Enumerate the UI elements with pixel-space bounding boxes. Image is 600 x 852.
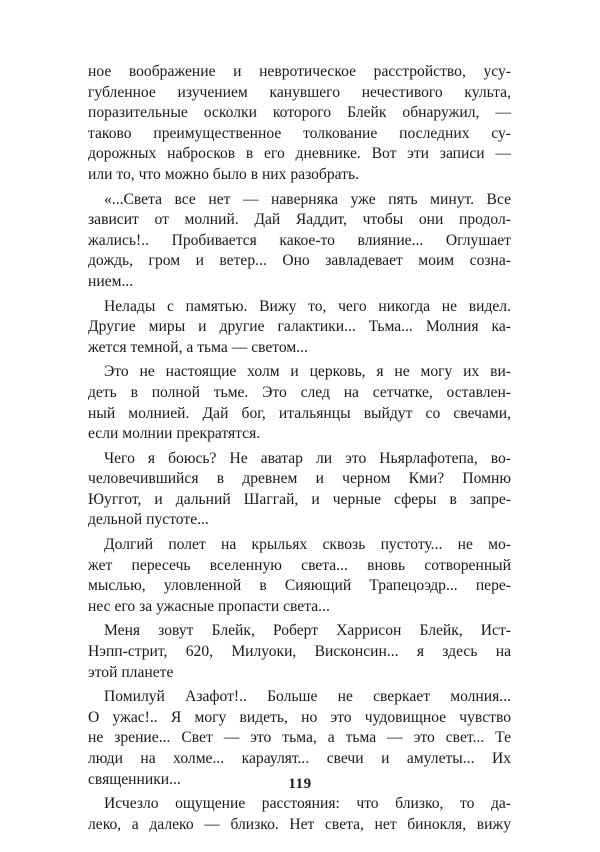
text-line: Юуггот, и дальний Шаггай, и черные сферы в запре- [88,490,511,508]
text-line: этой планете [88,663,174,681]
text-line: ное воображение и невротическое расстройство, усу- [88,63,511,80]
text-line: деть в полной тьме. Это след на сетчатке, оставлен- [88,383,511,401]
text-line: Помилуй Азафот!.. Больше не сверкает молния... [104,688,511,706]
paragraph [88,621,511,683]
text-line: поразительные осколки которого Блейк обнаружил, — [88,104,511,122]
text-line: ный молнией. Дай бог, итальянцы выйдут со свечами, [88,404,511,422]
text-line: Это не настоящие холм и церковь, я не могу их ви- [104,363,511,381]
page-number: 119 [288,776,312,792]
text-line: жет пересечь вселенную света... вновь сотворенный [88,556,511,574]
text-line: зависит от молний. Дай Яаддит, чтобы они продол- [88,211,511,229]
text-line: Чего я боюсь? Не аватар ли это Ньярлафотепа, во- [104,449,511,467]
text-line: мыслью, уловленной в Сияющий Трапецоэдр... пере- [88,577,511,595]
text-line: нес его за ужасные пропасти света... [88,597,330,615]
text-line: не зрение... Свет — это тьма, а тьма — это свет... Те [88,729,511,747]
text-line: леко, а далеко — близко. Нет света, нет бинокля, вижу [88,815,511,833]
text-line: таково преимущественное толкование последних су- [88,124,511,142]
text-line: дождь, гром и ветер... Оно завладевает моим созна- [88,252,511,270]
paragraph [88,362,511,444]
text-line: Другие миры и другие галактики... Тьма... Молния ка- [88,318,511,336]
paragraph [88,190,511,293]
text-line: Меня зовут Блейк, Роберт Харрисон Блейк, Ист- [104,622,511,640]
text-line: жались!.. Пробивается какое-то влияние... Оглушает [88,231,511,249]
paragraph [88,535,511,617]
text-line: Нэпп-стрит, 620, Милуоки, Висконсин... я здесь на [88,643,511,661]
text-line: Исчезло ощущение расстояния: что близко, то да- [104,795,511,813]
text-line: дельной пустоте... [88,511,209,529]
text-line: если молнии прекратятся. [88,425,261,443]
text-line: О ужас!.. Я могу видеть, но это чудовищное чувство [88,708,511,726]
paragraph [88,62,511,186]
text-line: люди на холме... караулят... свечи и амулеты... Их [88,750,511,767]
page-body-text [88,62,511,835]
text-line: или то, что можно было в них разобрать. [88,165,360,183]
paragraph [88,687,511,790]
paragraph [88,297,511,359]
text-line: «...Света все нет — наверняка уже пять минут. Все [104,190,511,208]
paragraph [88,449,511,531]
paragraph [88,794,511,835]
text-line: губленное изучением канувшего нечестивого культа, [88,83,511,101]
text-line: человечившийся в древнем и черном Кми? Помню [88,470,511,488]
text-line: Нелады с памятью. Вижу то, чего никогда не видел. [104,297,511,315]
text-line: священники... [88,770,181,788]
text-line: жется темной, а тьма — светом... [88,338,308,356]
text-line: Долгий полет на крыльях сквозь пустоту... не мо- [104,536,511,554]
text-line: дорожных набросков в его дневнике. Вот эти записи — [88,145,511,163]
text-line: нием... [88,272,134,290]
